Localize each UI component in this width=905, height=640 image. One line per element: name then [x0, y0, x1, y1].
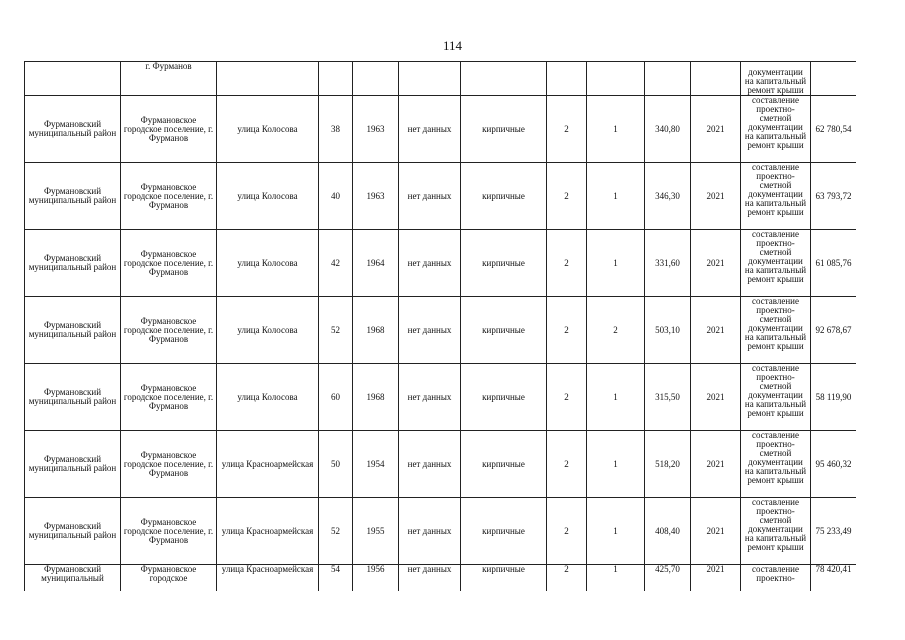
year-cell: 1964: [353, 230, 399, 297]
area-cell: [645, 62, 691, 96]
floors-cell: 2: [547, 96, 587, 163]
settlement-cell: Фурмановское городское поселение, г. Фурманов: [121, 498, 217, 565]
house-cell: 52: [319, 297, 353, 364]
settlement-cell: Фурмановское городское поселение, г. Фурманов: [121, 230, 217, 297]
district-cell: Фурмановский муниципальный район: [25, 297, 121, 364]
work-cell: составление проектно-: [741, 565, 811, 592]
district-cell: [25, 62, 121, 96]
property-cell: нет данных: [399, 163, 461, 230]
district-cell: Фурмановский муниципальный район: [25, 498, 121, 565]
year-cell: 1955: [353, 498, 399, 565]
work-cell: документации на капитальный ремонт крыши: [741, 62, 811, 96]
cost-cell: 58 119,90: [811, 364, 857, 431]
work-cell: составление проектно-сметной документации на капитальный ремонт крыши: [741, 96, 811, 163]
property-cell: [399, 62, 461, 96]
material-cell: кирпичные: [461, 163, 547, 230]
floors-cell: [547, 62, 587, 96]
house-cell: 50: [319, 431, 353, 498]
plan-year-cell: 2021: [691, 431, 741, 498]
plan-year-cell: 2021: [691, 230, 741, 297]
area-cell: 503,10: [645, 297, 691, 364]
material-cell: кирпичные: [461, 431, 547, 498]
cost-cell: 75 233,49: [811, 498, 857, 565]
material-cell: кирпичные: [461, 297, 547, 364]
area-cell: 408,40: [645, 498, 691, 565]
table-row: [25, 431, 857, 498]
plan-year-cell: 2021: [691, 498, 741, 565]
area-cell: 331,60: [645, 230, 691, 297]
settlement-cell: Фурмановское городское поселение, г. Фурманов: [121, 297, 217, 364]
street-cell: улица Колосова: [217, 96, 319, 163]
street-cell: улица Колосова: [217, 230, 319, 297]
street-cell: улица Красноармейская: [217, 565, 319, 592]
material-cell: кирпичные: [461, 96, 547, 163]
entrances-cell: 1: [587, 565, 645, 592]
repair-schedule-table: [24, 61, 856, 591]
page-number: 114: [442, 38, 463, 53]
material-cell: [461, 62, 547, 96]
property-cell: нет данных: [399, 230, 461, 297]
entrances-cell: 1: [587, 364, 645, 431]
cost-cell: 95 460,32: [811, 431, 857, 498]
entrances-cell: 1: [587, 498, 645, 565]
work-cell: составление проектно-сметной документации на капитальный ремонт крыши: [741, 163, 811, 230]
material-cell: кирпичные: [461, 498, 547, 565]
table-row: [25, 565, 857, 592]
year-cell: 1963: [353, 96, 399, 163]
property-cell: нет данных: [399, 498, 461, 565]
house-cell: [319, 62, 353, 96]
district-cell: Фурмановский муниципальный район: [25, 364, 121, 431]
district-cell: Фурмановский муниципальный район: [25, 431, 121, 498]
floors-cell: 2: [547, 230, 587, 297]
work-cell: составление проектно-сметной документации на капитальный ремонт крыши: [741, 297, 811, 364]
settlement-cell: Фурмановское городское поселение, г. Фурманов: [121, 431, 217, 498]
house-cell: 38: [319, 96, 353, 163]
floors-cell: 2: [547, 163, 587, 230]
entrances-cell: 1: [587, 163, 645, 230]
entrances-cell: 2: [587, 297, 645, 364]
plan-year-cell: [691, 62, 741, 96]
plan-year-cell: 2021: [691, 96, 741, 163]
table-row: [25, 364, 857, 431]
area-cell: 518,20: [645, 431, 691, 498]
settlement-cell: Фурмановское городское: [121, 565, 217, 592]
area-cell: 315,50: [645, 364, 691, 431]
settlement-cell: Фурмановское городское поселение, г. Фурманов: [121, 96, 217, 163]
area-cell: 425,70: [645, 565, 691, 592]
table-row: [25, 230, 857, 297]
cost-cell: 61 085,76: [811, 230, 857, 297]
floors-cell: 2: [547, 498, 587, 565]
floors-cell: 2: [547, 565, 587, 592]
cost-cell: 62 780,54: [811, 96, 857, 163]
table-container: [24, 61, 856, 591]
district-cell: Фурмановский муниципальный: [25, 565, 121, 592]
table-row-continued: [25, 62, 857, 96]
entrances-cell: [587, 62, 645, 96]
work-cell: составление проектно-сметной документации на капитальный ремонт крыши: [741, 364, 811, 431]
property-cell: нет данных: [399, 431, 461, 498]
material-cell: кирпичные: [461, 230, 547, 297]
cost-cell: 78 420,41: [811, 565, 857, 592]
street-cell: улица Колосова: [217, 297, 319, 364]
house-cell: 40: [319, 163, 353, 230]
house-cell: 54: [319, 565, 353, 592]
cost-cell: [811, 62, 857, 96]
street-cell: улица Колосова: [217, 364, 319, 431]
year-cell: 1963: [353, 163, 399, 230]
table-row: [25, 498, 857, 565]
entrances-cell: 1: [587, 96, 645, 163]
entrances-cell: 1: [587, 230, 645, 297]
plan-year-cell: 2021: [691, 364, 741, 431]
year-cell: 1968: [353, 364, 399, 431]
property-cell: нет данных: [399, 96, 461, 163]
work-cell: составление проектно-сметной документации на капитальный ремонт крыши: [741, 498, 811, 565]
property-cell: нет данных: [399, 364, 461, 431]
house-cell: 52: [319, 498, 353, 565]
district-cell: Фурмановский муниципальный район: [25, 163, 121, 230]
work-cell: составление проектно-сметной документации на капитальный ремонт крыши: [741, 431, 811, 498]
table-row: [25, 163, 857, 230]
settlement-cell: г. Фурманов: [121, 62, 217, 96]
floors-cell: 2: [547, 431, 587, 498]
house-cell: 60: [319, 364, 353, 431]
entrances-cell: 1: [587, 431, 645, 498]
plan-year-cell: 2021: [691, 163, 741, 230]
year-cell: 1954: [353, 431, 399, 498]
property-cell: нет данных: [399, 565, 461, 592]
street-cell: улица Красноармейская: [217, 498, 319, 565]
district-cell: Фурмановский муниципальный район: [25, 96, 121, 163]
house-cell: 42: [319, 230, 353, 297]
plan-year-cell: 2021: [691, 297, 741, 364]
district-cell: Фурмановский муниципальный район: [25, 230, 121, 297]
material-cell: кирпичные: [461, 364, 547, 431]
street-cell: улица Красноармейская: [217, 431, 319, 498]
table-row: [25, 96, 857, 163]
year-cell: 1968: [353, 297, 399, 364]
floors-cell: 2: [547, 297, 587, 364]
year-cell: 1956: [353, 565, 399, 592]
cost-cell: 92 678,67: [811, 297, 857, 364]
material-cell: кирпичные: [461, 565, 547, 592]
table-row: [25, 297, 857, 364]
cost-cell: 63 793,72: [811, 163, 857, 230]
year-cell: [353, 62, 399, 96]
street-cell: улица Колосова: [217, 163, 319, 230]
plan-year-cell: 2021: [691, 565, 741, 592]
street-cell: [217, 62, 319, 96]
property-cell: нет данных: [399, 297, 461, 364]
settlement-cell: Фурмановское городское поселение, г. Фурманов: [121, 364, 217, 431]
work-cell: составление проектно-сметной документации на капитальный ремонт крыши: [741, 230, 811, 297]
floors-cell: 2: [547, 364, 587, 431]
area-cell: 340,80: [645, 96, 691, 163]
settlement-cell: Фурмановское городское поселение, г. Фурманов: [121, 163, 217, 230]
area-cell: 346,30: [645, 163, 691, 230]
